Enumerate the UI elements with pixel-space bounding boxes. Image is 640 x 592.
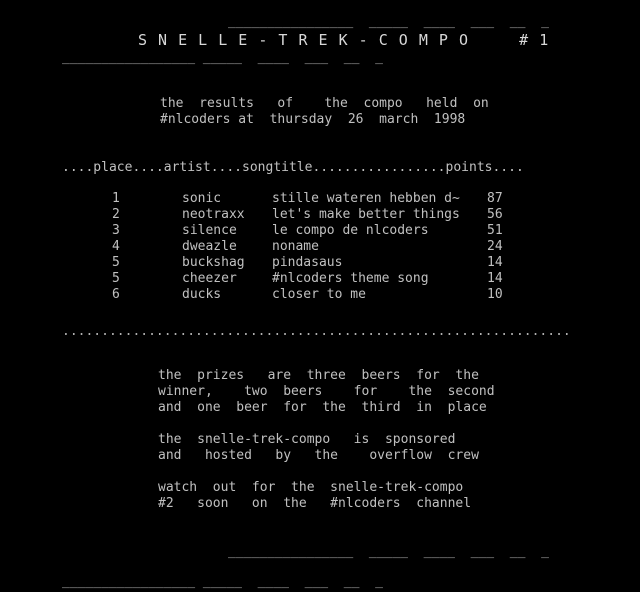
table-row	[112, 287, 527, 303]
prizes-line-1: the prizes are three beers for the	[158, 368, 479, 383]
sponsor-line-1: the snelle-trek-compo is sponsored	[158, 432, 456, 447]
page-title: S N E L L E - T R E K - C O M P O # 1	[138, 31, 550, 49]
cell-points: 87	[487, 191, 503, 206]
results-table	[112, 191, 527, 303]
cell-artist: buckshag	[182, 255, 245, 270]
cell-points: 51	[487, 223, 503, 238]
cell-place: 1	[112, 191, 120, 206]
cell-song: le compo de nlcoders	[272, 223, 429, 238]
sponsor-line-2: and hosted by the overflow crew	[158, 448, 479, 463]
table-row	[112, 255, 527, 271]
cell-place: 6	[112, 287, 120, 302]
cell-song: #nlcoders theme song	[272, 271, 429, 286]
cell-points: 14	[487, 271, 503, 286]
cell-points: 14	[487, 255, 503, 270]
announcement-line-1: watch out for the snelle-trek-compo	[158, 480, 464, 495]
cell-place: 4	[112, 239, 120, 254]
prizes-line-2: winner, two beers for the second	[158, 384, 495, 399]
cell-points: 24	[487, 239, 503, 254]
cell-place: 5	[112, 255, 120, 270]
cell-artist: neotraxx	[182, 207, 245, 222]
cell-artist: ducks	[182, 287, 222, 302]
results-table-body	[112, 191, 527, 303]
cell-song: pindasaus	[272, 255, 343, 270]
decoration-top-right: ________________ _____ ____ ___ __ _	[228, 14, 549, 29]
table-row	[112, 271, 527, 287]
announcement-line-2: #2 soon on the #nlcoders channel	[158, 496, 472, 511]
table-row	[112, 191, 527, 207]
cell-place: 3	[112, 223, 120, 238]
intro-line-1: the results of the compo held on	[160, 96, 489, 111]
intro-line-2: #nlcoders at thursday 26 march 1998	[160, 112, 466, 127]
table-row	[112, 239, 527, 255]
separator-dots: .................................................................	[62, 324, 571, 339]
cell-artist: sonic	[182, 191, 222, 206]
decoration-bottom-left: _________________ _____ ____ ___ __ _	[62, 574, 383, 589]
decoration-bottom-right: ________________ _____ ____ ___ __ _	[228, 544, 549, 559]
cell-artist: dweazle	[182, 239, 237, 254]
cell-song: stille wateren hebben d~	[272, 191, 460, 206]
cell-artist: silence	[182, 223, 237, 238]
cell-points: 10	[487, 287, 503, 302]
table-row	[112, 223, 527, 239]
table-row	[112, 207, 527, 223]
prizes-line-3: and one beer for the third in place	[158, 400, 487, 415]
results-table-header: ....place....artist....songtitle.................points....	[62, 160, 524, 175]
cell-artist: cheezer	[182, 271, 237, 286]
cell-place: 5	[112, 271, 120, 286]
cell-place: 2	[112, 207, 120, 222]
cell-points: 56	[487, 207, 503, 222]
cell-song: closer to me	[272, 287, 366, 302]
cell-song: let's make better things	[272, 207, 460, 222]
decoration-under-title: _________________ _____ ____ ___ __ _	[62, 50, 383, 65]
cell-song: noname	[272, 239, 319, 254]
